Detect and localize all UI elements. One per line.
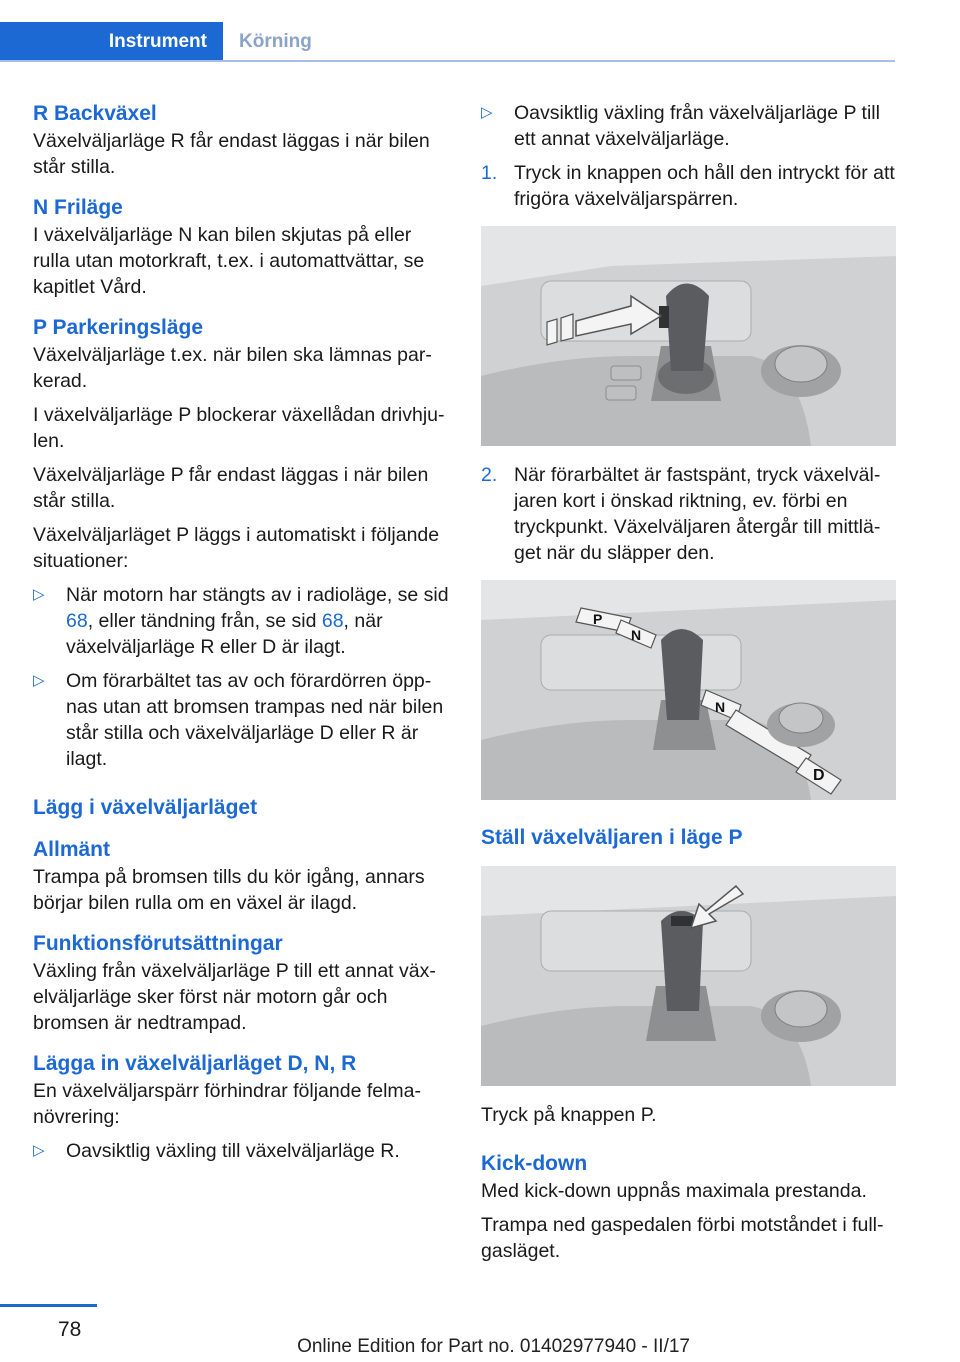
paragraph: Med kick-down uppnås maximala prestanda. bbox=[481, 1180, 867, 1202]
triangle-bullet-icon: ▷ bbox=[33, 586, 45, 603]
step-number: 2. bbox=[481, 464, 498, 486]
direction-label: P bbox=[593, 611, 603, 627]
paragraph: Växelväljarläge t.ex. när bilen ska lämnas parkerad. bbox=[33, 344, 432, 392]
paragraph: Växelväljarläge P får endast läggas i när bilen står stilla. bbox=[33, 464, 429, 512]
direction-label: N bbox=[631, 627, 642, 643]
list-item: ▷ Oavsiktlig växling till växelväljarläge R. bbox=[33, 1140, 400, 1162]
list-item: ▷ Oavsiktlig växling från växelväljarläge P till ett annat växelväljarläge. bbox=[481, 102, 880, 150]
numbered-step-1: 1. Tryck in knappen och håll den intryckt för att frigöra växelväljarspärren. bbox=[481, 162, 895, 210]
paragraph: I växelväljarläge P blockerar växellådan drivhjulen. bbox=[33, 404, 445, 452]
paragraph: Trampa på bromsen tills du kör igång, annars börjar bilen rulla om en växel är ilagd. bbox=[33, 866, 425, 914]
heading-funktionsforutsattningar: Funktionsförutsättningar bbox=[33, 932, 283, 955]
paragraph: Växelväljarläget P läggs i automatiskt i följande situationer: bbox=[33, 524, 440, 572]
tab-korning[interactable]: Körning bbox=[239, 31, 312, 52]
heading-stall-vaxelvaljaren-i-lage-p: Ställ växelväljaren i läge P bbox=[481, 826, 743, 849]
heading-lagg-i-vaxelvaljarlaget: Lägg i växelväljarläget bbox=[33, 796, 258, 819]
paragraph: Tryck på knappen P. bbox=[481, 1104, 657, 1126]
heading-allmant: Allmänt bbox=[33, 838, 111, 861]
heading-p-parkeringslage: P Parkeringsläge bbox=[33, 316, 204, 339]
heading-r-backvaxel: R Backväxel bbox=[33, 102, 157, 125]
paragraph: Växelväljarläge R får endast läggas i när bilen står stilla. bbox=[33, 130, 430, 178]
chapter-tabs bbox=[0, 22, 895, 62]
heading-n-frilage: N Friläge bbox=[33, 196, 123, 219]
page-number: 78 bbox=[58, 1318, 82, 1341]
tab-underline bbox=[0, 60, 895, 62]
paragraph: I växelväljarläge N kan bilen skjutas på eller rulla utan motorkraft, t.ex. i automattvättar, se kapitlet Vård. bbox=[33, 224, 425, 298]
heading-kick-down: Kick-down bbox=[481, 1152, 588, 1175]
numbered-step-2: 2. När förarbältet är fastspänt, tryck växelväljaren kort i önskad riktning, ev. förbi en tryckpunkt. Växelväljaren återgår till mittläget när du släpper den. bbox=[481, 464, 881, 564]
gear-selector-park-button-image bbox=[481, 866, 896, 1086]
gear-selector-unlock-image bbox=[481, 226, 896, 446]
right-column bbox=[481, 100, 897, 1264]
direction-label: D bbox=[813, 767, 825, 784]
tab-instrument[interactable]: Instrument bbox=[0, 22, 223, 62]
footer-rule bbox=[0, 1304, 97, 1307]
direction-label: N bbox=[715, 699, 726, 715]
edition-note: Online Edition for Part no. 01402977940 - II/17 bbox=[297, 1336, 690, 1357]
paragraph: En växelväljarspärr förhindrar följande felmanövrering: bbox=[33, 1080, 422, 1128]
gear-selector-directions-image bbox=[481, 580, 896, 800]
triangle-bullet-icon: ▷ bbox=[33, 1142, 45, 1159]
list-item: ▷ När motorn har stängts av i radioläge, se sid 68, eller tändning från, se sid 68, när växelväljarläge R eller D är ilagt. bbox=[33, 584, 449, 658]
paragraph: Trampa ned gaspedalen förbi motståndet i fullgasläget. bbox=[481, 1214, 884, 1262]
triangle-bullet-icon: ▷ bbox=[33, 672, 45, 689]
step-number: 1. bbox=[481, 162, 498, 184]
left-column bbox=[33, 100, 449, 1164]
triangle-bullet-icon: ▷ bbox=[481, 104, 493, 121]
heading-lagga-in-vaxelvaljarlaget: Lägga in växelväljarläget D, N, R bbox=[33, 1052, 357, 1075]
page-link-68[interactable]: 68 bbox=[66, 610, 88, 632]
page-link-68[interactable]: 68 bbox=[321, 610, 344, 632]
list-item: ▷ Om förarbältet tas av och förardörren öppnas utan att bromsen trampas ned när bilen står stilla och växelväljarläge D eller R är ilagt. bbox=[33, 670, 444, 770]
paragraph: Växling från växelväljarläge P till ett annat växelväljarläge sker först när motorn går och bromsen är nedtrampad. bbox=[33, 960, 436, 1034]
